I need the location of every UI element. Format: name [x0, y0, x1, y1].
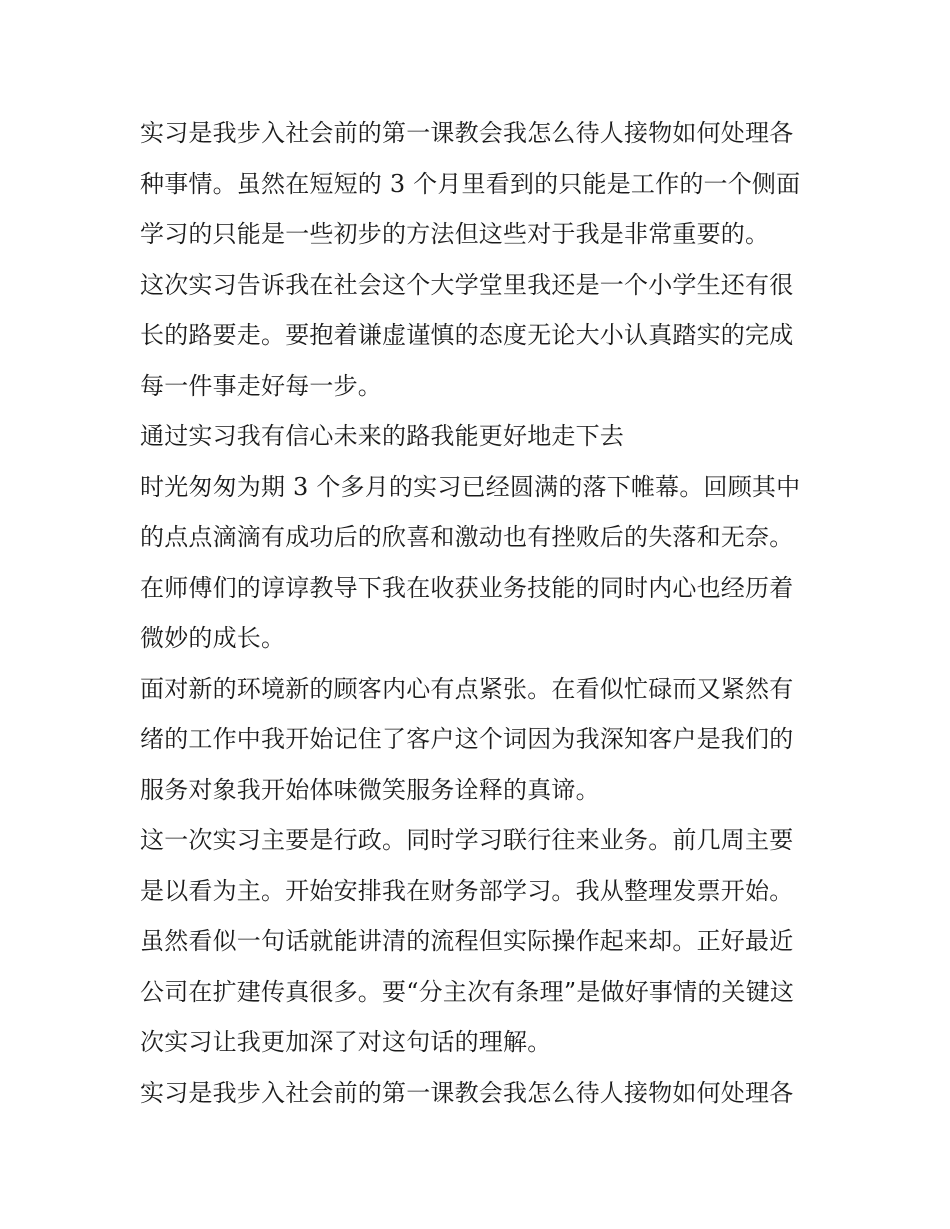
text-line: 的点点滴滴有成功后的欣喜和激动也有挫败后的失落和无奈。: [140, 523, 794, 551]
text-line: 时光匆匆为期 3 个多月的实习已经圆满的落下帷幕。回顾其中: [140, 472, 801, 501]
text-line: 次实习让我更加深了对这句话的理解。: [140, 1028, 552, 1056]
text-line: 每一件事走好每一步。: [140, 371, 382, 400]
text-line: 面对新的环境新的顾客内心有点紧张。在看似忙碌而又紧然有: [140, 674, 794, 703]
text-line: 这一次实习主要是行政。同时学习联行往来业务。前几周主要: [140, 826, 794, 854]
text-line: 长的路要走。要抱着谦虚谨慎的态度无论大小认真踏实的完成: [140, 321, 794, 349]
document-body: [140, 108, 820, 1118]
text-line: 公司在扩建传真很多。要“分主次有条理”是做好事情的关键这: [140, 977, 795, 1006]
text-line: 是以看为主。开始安排我在财务部学习。我从整理发票开始。: [140, 876, 794, 905]
text-line: 微妙的成长。: [140, 624, 286, 652]
text-line: 绪的工作中我开始记住了客户这个词因为我深知客户是我们的: [140, 725, 794, 753]
text-line: 通过实习我有信心未来的路我能更好地走下去: [140, 422, 624, 450]
text-line: 学习的只能是一些初步的方法但这些对于我是非常重要的。: [140, 220, 770, 248]
text-line: 种事情。虽然在短短的 3 个月里看到的只能是工作的一个侧面: [140, 169, 801, 198]
text-line: 实习是我步入社会前的第一课教会我怎么待人接物如何处理各: [140, 119, 794, 147]
text-line: 虽然看似一句话就能讲清的流程但实际操作起来却。正好最近: [140, 927, 794, 955]
text-line: 这次实习告诉我在社会这个大学堂里我还是一个小学生还有很: [140, 270, 794, 299]
text-line: 在师傅们的谆谆教导下我在收获业务技能的同时内心也经历着: [140, 573, 794, 602]
text-line: 服务对象我开始体味微笑服务诠释的真谛。: [140, 775, 600, 804]
text-line: 实习是我步入社会前的第一课教会我怎么待人接物如何处理各: [140, 1078, 794, 1107]
